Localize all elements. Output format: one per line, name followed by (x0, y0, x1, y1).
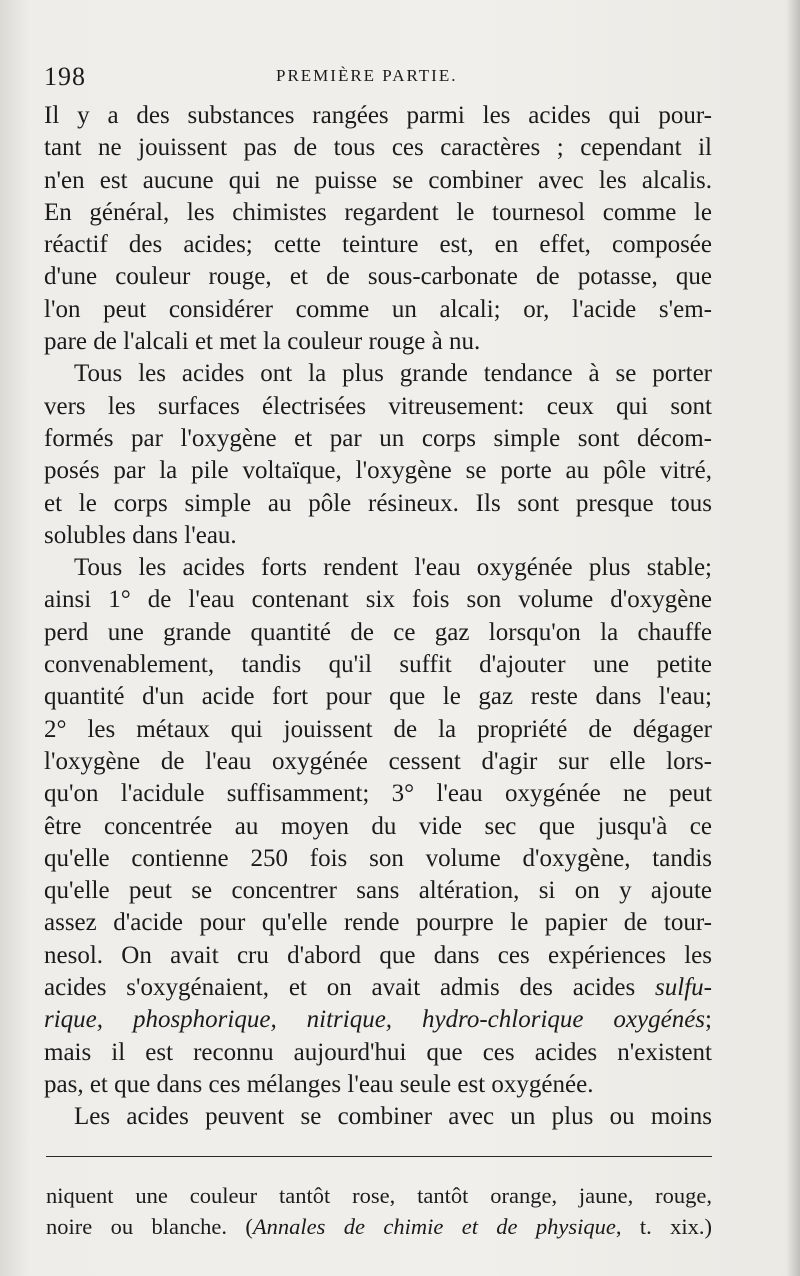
text-run: acides s'oxygénaient, et on avait admis des acides (44, 974, 656, 1002)
italic-run: rique, phosphorique, nitrique, hydro-chlorique oxygénés (44, 1006, 706, 1034)
text-line: Tous les acides ont la plus grande tendance à se porter (74, 360, 712, 388)
text-line: pas, et que dans ces mélanges l'eau seule est oxygénée. (44, 1070, 594, 1098)
text-line: Il y a des substances rangées parmi les acides qui pour- (44, 102, 712, 129)
italic-run: sulfu- (655, 974, 712, 1002)
body-text (44, 100, 712, 1134)
italic-run: Annales de chimie et de physique (252, 1214, 616, 1239)
text-line: formés par l'oxygène et par un corps simple sont décom- (44, 424, 712, 452)
text-run: ; (705, 1006, 712, 1034)
text-line: mais il est reconnu aujourd'hui que ces acides n'existent (44, 1038, 712, 1066)
text-line (44, 1004, 712, 1036)
text-line: Tous les acides forts rendent l'eau oxygénée plus stable; (74, 554, 712, 582)
text-line: quantité d'un acide fort pour que le gaz reste dans l'eau; (44, 683, 712, 711)
text-line: solubles dans l'eau. (44, 521, 237, 549)
text-line: Les acides peuvent se combiner avec un plus ou moins (74, 1103, 712, 1131)
text-line: être concentrée au moyen du vide sec que jusqu'à ce (44, 812, 712, 840)
text-line (44, 972, 712, 1004)
footnote-line (46, 1211, 712, 1242)
text-line: 2° les métaux qui jouissent de la propriété de dégager (44, 715, 712, 743)
text-line: convenablement, tandis qu'il suffit d'ajouter une petite (44, 651, 712, 679)
text-line: qu'on l'acidule suffisamment; 3° l'eau oxygénée ne peut (44, 780, 712, 808)
text-line: réactif des acides; cette teinture est, en effet, composée (44, 231, 712, 259)
text-run: noire ou blanche. ( (46, 1214, 253, 1239)
text-line: assez d'acide pour qu'elle rende pourpre le papier de tour- (44, 909, 712, 937)
text-line: l'oxygène de l'eau oxygénée cessent d'agir sur elle lors- (44, 747, 712, 775)
text-line: qu'elle contienne 250 fois son volume d'oxygène, tandis (44, 844, 712, 872)
text-line: En général, les chimistes regardent le tournesol comme le (44, 198, 712, 226)
text-line: et le corps simple au pôle résineux. Ils sont presque tous (44, 489, 712, 517)
text-line: perd une grande quantité de ce gaz lorsqu'on la chauffe (44, 618, 712, 646)
page-number: 198 (44, 62, 86, 91)
text-line: vers les surfaces électrisées vitreusement: ceux qui sont (44, 392, 712, 420)
text-line: qu'elle peut se concentrer sans altération, si on y ajoute (44, 877, 712, 905)
text-line: nesol. On avait cru d'abord que dans ces expériences les (44, 941, 712, 969)
footnote-rule (46, 1156, 712, 1157)
running-head (44, 62, 712, 92)
part-title: PREMIÈRE PARTIE. (276, 66, 458, 85)
text-line: d'une couleur rouge, et de sous-carbonate de potasse, que (44, 263, 712, 291)
text-line: tant ne jouissent pas de tous ces caractères ; cependant il (44, 134, 712, 162)
footnote-line: niquent une couleur tantôt rose, tantôt orange, jaune, rouge, (46, 1183, 712, 1208)
page-edge-shadow (786, 0, 800, 1276)
footnote (46, 1180, 712, 1242)
text-line: ainsi 1° de l'eau contenant six fois son volume d'oxygène (44, 586, 712, 614)
text-line: pare de l'alcali et met la couleur rouge à nu. (44, 328, 481, 356)
text-run: , t. xix.) (615, 1214, 712, 1239)
text-line: posés par la pile voltaïque, l'oxygène se porte au pôle vitré, (44, 457, 712, 485)
text-line: l'on peut considérer comme un alcali; or, l'acide s'em- (44, 295, 712, 323)
text-line: n'en est aucune qui ne puisse se combiner avec les alcalis. (44, 166, 712, 194)
